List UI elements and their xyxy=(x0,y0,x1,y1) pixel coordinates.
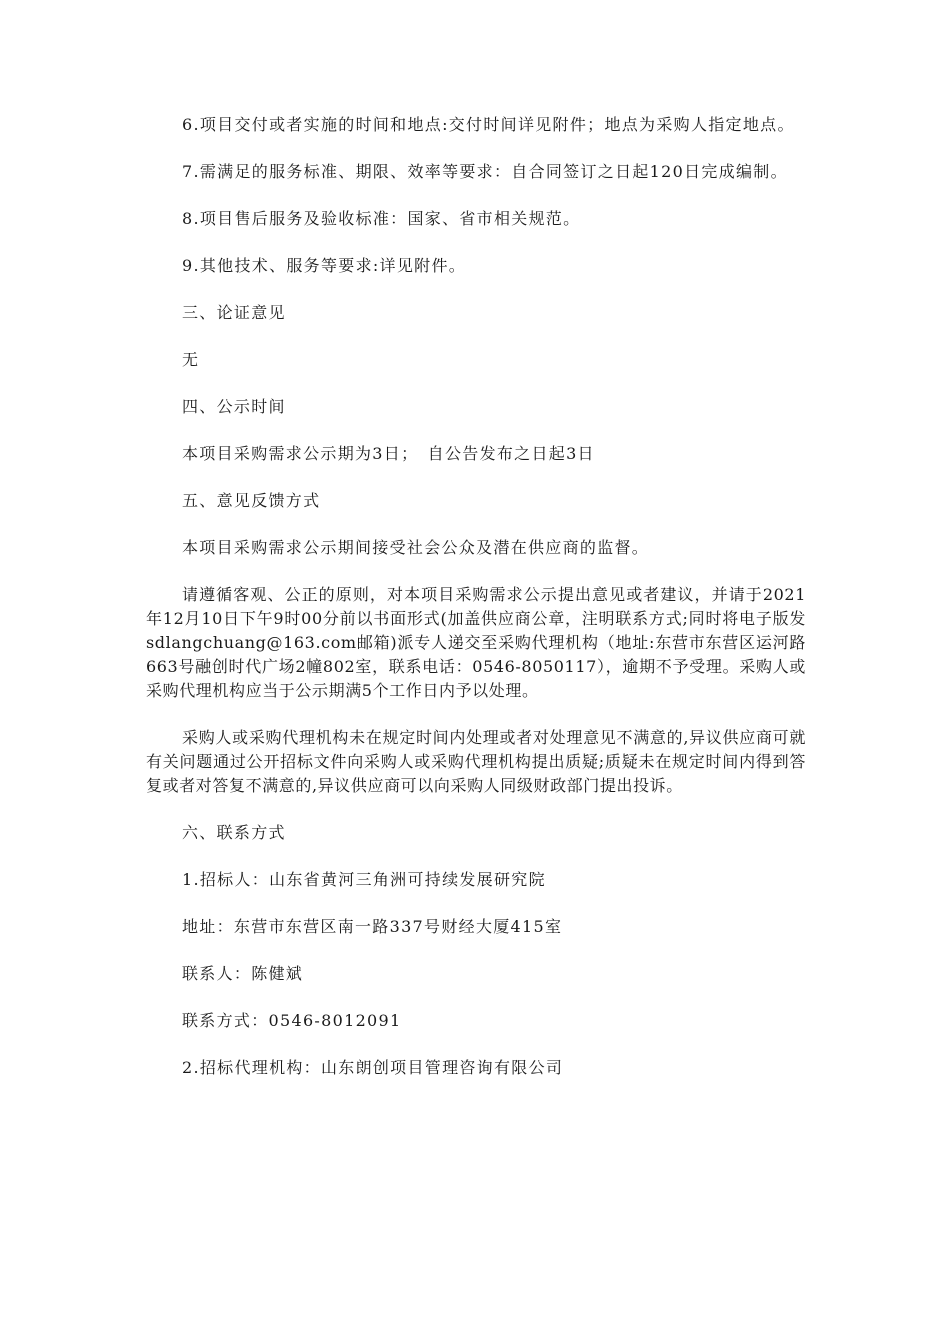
tenderer-paragraph: 1.招标人：山东省黄河三角洲可持续发展研究院 xyxy=(182,870,546,889)
feedback-supervision-paragraph: 本项目采购需求公示期间接受社会公众及潜在供应商的监督。 xyxy=(182,538,650,557)
other-requirements-paragraph: 9.其他技术、服务等要求:详见附件。 xyxy=(182,256,467,275)
delivery-time-place-paragraph: 6.项目交付或者实施的时间和地点:交付时间详见附件；地点为采购人指定地点。 xyxy=(182,115,795,134)
document-body xyxy=(146,113,806,1103)
agency-paragraph: 2.招标代理机构：山东朗创项目管理咨询有限公司 xyxy=(182,1058,564,1077)
tenderer-phone-paragraph: 联系方式：0546-8012091 xyxy=(182,1011,402,1030)
section-heading-contact: 六、联系方式 xyxy=(182,823,286,842)
complaint-procedure-paragraph: 采购人或采购代理机构未在规定时间内处理或者对处理意见不满意的,异议供应商可就有关问题通过公开招标文件向采购人或采购代理机构提出质疑;质疑未在规定时间内得到答复或者对答复不满意的,异议供应商可以向采购人同级财政部门提出投诉。 xyxy=(146,728,806,795)
opinion-content: 无 xyxy=(182,350,200,369)
tenderer-contact-person-paragraph: 联系人：陈健斌 xyxy=(182,964,304,983)
service-standard-paragraph: 7.需满足的服务标准、期限、效率等要求：自合同签订之日起120日完成编制。 xyxy=(182,162,788,181)
notice-period-paragraph: 本项目采购需求公示期为3日； 自公告发布之日起3日 xyxy=(182,444,595,463)
section-heading-opinion: 三、论证意见 xyxy=(182,303,286,322)
section-heading-feedback: 五、意见反馈方式 xyxy=(182,491,321,510)
tenderer-address-paragraph: 地址：东营市东营区南一路337号财经大厦415室 xyxy=(182,917,563,936)
section-heading-notice-period: 四、公示时间 xyxy=(182,397,286,416)
feedback-instructions-paragraph: 请遵循客观、公正的原则，对本项目采购需求公示提出意见或者建议，并请于2021年12月10日下午9时00分前以书面形式(加盖供应商公章，注明联系方式;同时将电子版发sdlangchuang@163.com邮箱)派专人递交至采购代理机构（地址:东营市东营区运河路663号融创时代广场2幢802室，联系电话：0546-8050117），逾期不予受理。采购人或采购代理机构应当于公示期满5个工作日内予以处理。 xyxy=(146,585,806,700)
after-sales-paragraph: 8.项目售后服务及验收标准：国家、省市相关规范。 xyxy=(182,209,581,228)
